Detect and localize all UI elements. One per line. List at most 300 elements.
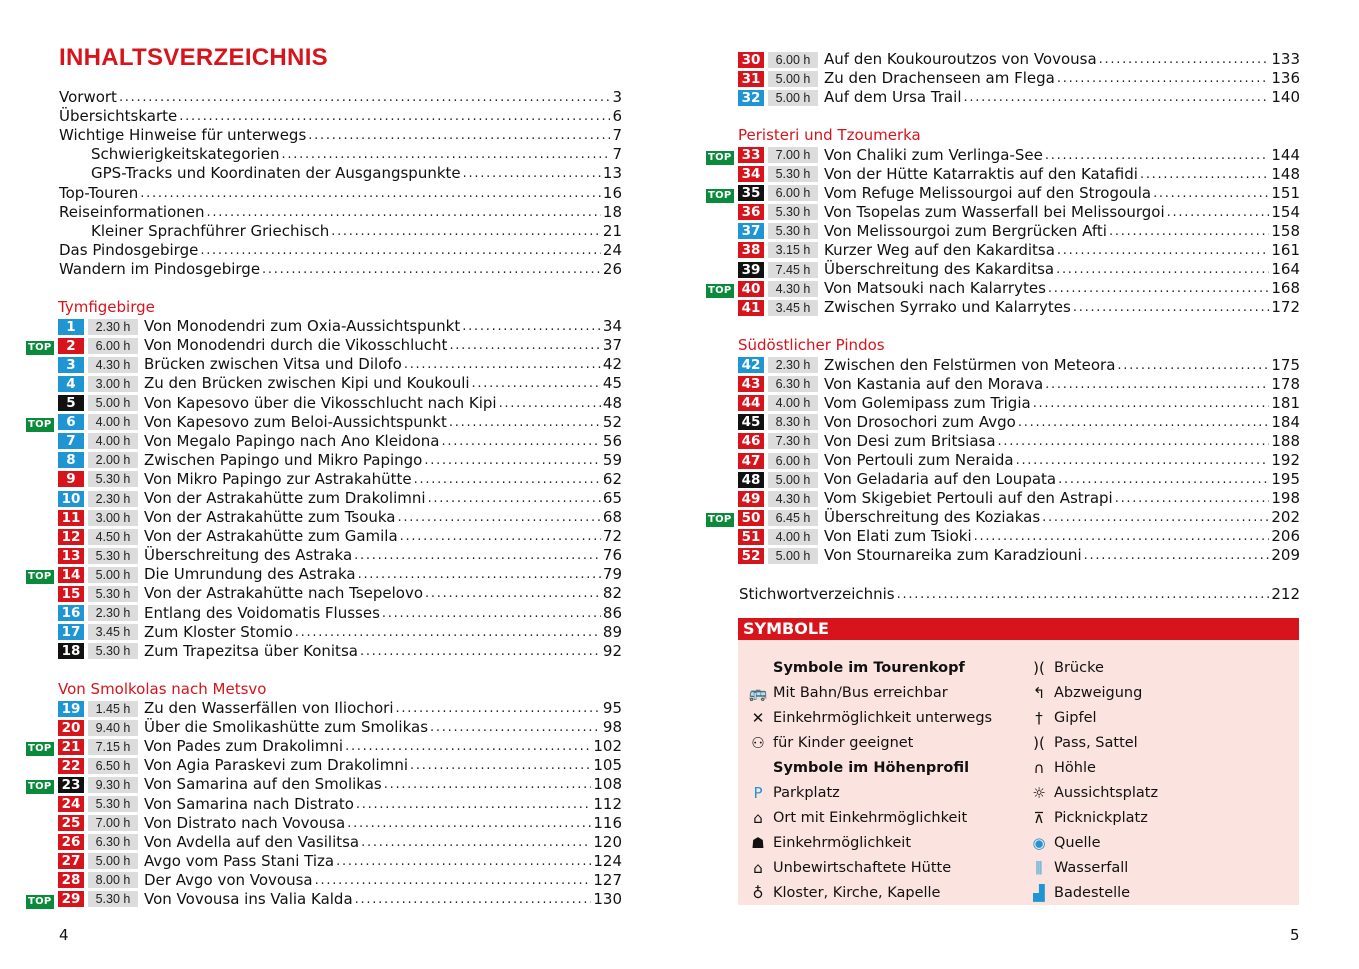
dot-leader [1140, 165, 1269, 184]
entry-title: Von Elati zum Tsioki [824, 527, 972, 546]
tour-duration: 5.30 h [88, 643, 138, 659]
tour-number: 35 [738, 185, 764, 201]
symbol-item [743, 780, 992, 805]
dot-leader [964, 88, 1270, 107]
symbol-label: Aussichtsplatz [1054, 784, 1159, 801]
tour-number: 8 [58, 452, 84, 468]
entry-title: Von Kapesovo zum Beloi-Aussichtspunkt [144, 412, 447, 431]
entry-title: Überschreitung des Kakarditsa [824, 260, 1055, 279]
spacer [26, 279, 622, 298]
tour-entry[interactable] [26, 317, 622, 336]
dot-leader [1045, 146, 1269, 165]
dot-leader [179, 107, 610, 126]
entry-page: 102 [593, 737, 622, 756]
tour-duration: 4.00 h [88, 433, 138, 449]
tour-number: 5 [58, 395, 84, 411]
symbol-label: Kloster, Kirche, Kapelle [773, 884, 941, 901]
tour-entry[interactable] [26, 451, 622, 470]
tour-number: 1 [58, 319, 84, 335]
symbol-label: Höhle [1054, 759, 1096, 776]
unmanaged-hut-icon: ⌂ [753, 858, 763, 877]
toc-entry[interactable] [26, 183, 622, 202]
tour-number: 36 [738, 204, 764, 220]
symbol-label: Pass, Sattel [1054, 734, 1138, 751]
entry-title: Von der Astrakahütte nach Tsepelovo [144, 584, 424, 603]
toc-entry[interactable] [26, 222, 622, 241]
tour-duration: 3.45 h [768, 300, 818, 316]
entry-title: Von der Astrakahütte zum Drakolimni [144, 489, 426, 508]
entry-page: 65 [602, 489, 622, 508]
tour-number: 15 [58, 586, 84, 602]
bus-icon: 🚌 [748, 683, 768, 702]
tour-entry[interactable] [26, 413, 622, 432]
entry-page: 34 [602, 317, 622, 336]
symbol-item [1024, 805, 1158, 830]
top-badge: TOP [28, 342, 52, 354]
dot-leader [382, 604, 601, 623]
entry-page: 133 [1271, 50, 1300, 69]
cutlery-icon: ✕ [751, 708, 765, 727]
tour-entry[interactable] [706, 298, 1300, 317]
entry-title: Von Samarina auf den Smolikas [144, 775, 382, 794]
symbols-legend [738, 618, 1299, 905]
tour-entry[interactable] [26, 565, 622, 584]
entry-page: 158 [1271, 221, 1300, 240]
entry-title: Zum Trapezitsa über Konitsa [144, 641, 358, 660]
dot-leader [1117, 356, 1269, 375]
entry-title: Avgo vom Pass Stani Tiza [144, 851, 335, 870]
tour-number: 32 [738, 90, 764, 106]
tour-entry[interactable] [706, 88, 1300, 107]
dot-leader [1057, 69, 1270, 88]
tour-number: 45 [738, 414, 764, 430]
entry-page: 168 [1271, 279, 1300, 298]
tour-duration: 2.30 h [88, 491, 138, 507]
entry-title: Von Drosochori zum Avgo [824, 412, 1016, 431]
entry-title: Von Kastania auf den Morava [824, 374, 1044, 393]
tour-duration: 5.30 h [88, 891, 138, 907]
tour-duration: 3.00 h [88, 510, 138, 526]
entry-title: Top-Touren [59, 183, 139, 202]
entry-page: 175 [1271, 355, 1300, 374]
symbol-group-heading [743, 655, 992, 680]
toc-entry[interactable] [26, 107, 622, 126]
dot-leader [463, 164, 601, 183]
top-slot [706, 184, 738, 203]
dot-leader [1058, 470, 1269, 489]
bathing-icon: ▟ [1033, 883, 1045, 902]
tour-duration: 4.00 h [768, 395, 818, 411]
tour-entry[interactable] [26, 432, 622, 451]
tour-entry[interactable] [26, 814, 622, 833]
tour-number: 47 [738, 453, 764, 469]
tour-entry[interactable] [26, 642, 622, 661]
entry-title: Von Matsouki nach Kalarrytes [824, 279, 1046, 298]
entry-page: 79 [602, 565, 622, 584]
symbol-item [1024, 755, 1158, 780]
toc-entry[interactable] [26, 203, 622, 222]
symbol-label: Mit Bahn/Bus erreichbar [773, 684, 948, 701]
symbol-label: Gipfel [1054, 709, 1097, 726]
tour-duration: 5.00 h [768, 548, 818, 564]
dot-leader [358, 565, 601, 584]
dot-leader [396, 699, 601, 718]
entry-page: 181 [1271, 393, 1300, 412]
tour-duration: 4.30 h [768, 491, 818, 507]
tour-number: 25 [58, 815, 84, 831]
dot-leader [384, 775, 592, 794]
tour-entry[interactable] [706, 260, 1300, 279]
tour-duration: 5.30 h [768, 204, 818, 220]
tour-number: 34 [738, 166, 764, 182]
section-title: Tymfigebirge [58, 298, 155, 317]
tour-duration: 4.30 h [768, 281, 818, 297]
entry-title: Zum Kloster Stomio [144, 622, 293, 641]
entry-title: Von Stournareika zum Karadziouni [824, 546, 1082, 565]
tour-number: 30 [738, 52, 764, 68]
entry-title: Zu den Wasserfällen von Iliochori [144, 699, 394, 718]
tour-number: 21 [58, 739, 84, 755]
entry-page: 26 [602, 259, 622, 278]
tour-entry[interactable] [706, 508, 1300, 527]
tour-duration: 5.00 h [768, 71, 818, 87]
tour-number: 27 [58, 853, 84, 869]
tour-entry[interactable] [26, 852, 622, 871]
tour-duration: 6.50 h [88, 758, 138, 774]
entry-title: Zu den Drachenseen am Flega [824, 69, 1055, 88]
entry-page: 76 [602, 546, 622, 565]
tour-number: 13 [58, 548, 84, 564]
tour-number: 17 [58, 624, 84, 640]
entry-title: Wandern im Pindosgebirge [59, 259, 261, 278]
entry-page: 92 [602, 641, 622, 660]
entry-page: 212 [1271, 584, 1300, 603]
symbol-item [1024, 855, 1158, 880]
tour-entry[interactable] [706, 279, 1300, 298]
tour-entry[interactable] [26, 871, 622, 890]
entry-page: 144 [1271, 145, 1300, 164]
dot-leader [462, 317, 601, 336]
dot-leader [354, 546, 601, 565]
tour-entry[interactable] [26, 355, 622, 374]
entry-page: 108 [593, 775, 622, 794]
tour-duration: 5.00 h [768, 472, 818, 488]
tour-number: 37 [738, 223, 764, 239]
tour-entry[interactable] [706, 222, 1300, 241]
entry-title: Von Vovousa ins Valia Kalda [144, 889, 353, 908]
spring-icon: ◉ [1032, 833, 1046, 852]
top-slot [26, 775, 58, 794]
tour-entry[interactable] [26, 546, 622, 565]
tour-duration: 2.30 h [88, 605, 138, 621]
symbol-item [743, 855, 992, 880]
dot-leader [315, 871, 592, 890]
section-title: Peristeri und Tzoumerka [738, 126, 921, 145]
entry-page: 120 [593, 832, 622, 851]
tour-duration: 7.30 h [768, 433, 818, 449]
dot-leader [200, 241, 601, 260]
entry-title: Vom Refuge Melissourgoi auf den Strogoula [824, 183, 1152, 202]
dot-leader [295, 623, 601, 642]
tour-entry[interactable] [706, 470, 1300, 489]
dot-leader [355, 890, 592, 909]
tour-entry[interactable] [706, 527, 1300, 546]
top-badge: TOP [708, 189, 732, 201]
entry-title: Zwischen den Felstürmen von Meteora [824, 355, 1116, 374]
entry-title: Zwischen Syrrako und Kalarrytes [824, 298, 1071, 317]
symbol-item [1024, 830, 1158, 855]
entry-title: Von Desi zum Britsiasa [824, 431, 996, 450]
dot-leader [1167, 203, 1270, 222]
tour-duration: 9.40 h [88, 720, 138, 736]
symbol-label: Einkehrmöglichkeit unterwegs [773, 709, 993, 726]
entry-title: Von der Astrakahütte zum Tsouka [144, 508, 396, 527]
section-title: Von Smolkolas nach Metsvo [58, 679, 267, 698]
tour-entry[interactable] [706, 145, 1300, 164]
section-heading [26, 680, 622, 699]
tour-number: 6 [58, 414, 84, 430]
tour-entry[interactable] [26, 527, 622, 546]
entry-page: 178 [1271, 374, 1300, 393]
tour-entry[interactable] [706, 375, 1300, 394]
entry-page: 124 [593, 851, 622, 870]
entry-page: 18 [602, 202, 622, 221]
symbol-item [1024, 880, 1158, 905]
entry-page: 68 [602, 508, 622, 527]
tour-number: 4 [58, 376, 84, 392]
top-badge: TOP [28, 418, 52, 430]
page-title: INHALTSVERZEICHNIS [59, 44, 328, 71]
toc-entry[interactable] [26, 164, 622, 183]
tour-entry[interactable] [706, 184, 1300, 203]
dot-leader [414, 470, 601, 489]
entry-title: Von Chaliki zum Verlinga-See [824, 145, 1043, 164]
entry-title: Von Monodendri durch die Vikosschlucht [144, 336, 448, 355]
entry-page: 154 [1271, 202, 1300, 221]
tour-number: 46 [738, 433, 764, 449]
entry-page: 151 [1271, 183, 1300, 202]
tour-entry[interactable] [706, 203, 1300, 222]
tour-number: 44 [738, 395, 764, 411]
spacer [706, 317, 1300, 336]
entry-title: Von Pertouli zum Neraida [824, 451, 1014, 470]
spacer [706, 107, 1300, 126]
tour-entry[interactable] [706, 413, 1300, 432]
waterfall-icon: ⫼ [1035, 858, 1043, 877]
dot-leader [331, 222, 601, 241]
entry-title: Zwischen Papingo und Mikro Papingo [144, 450, 423, 469]
entry-page: 13 [602, 164, 622, 183]
tour-entry[interactable] [706, 165, 1300, 184]
tour-entry[interactable] [706, 451, 1300, 470]
dot-leader [1153, 184, 1269, 203]
entry-page: 86 [602, 603, 622, 622]
top-slot [706, 279, 738, 298]
entry-title: Überschreitung des Koziakas [824, 508, 1041, 527]
entry-page: 130 [593, 889, 622, 908]
tour-duration: 9.30 h [88, 777, 138, 793]
tour-number: 43 [738, 376, 764, 392]
tour-duration: 2.30 h [88, 319, 138, 335]
entry-page: 37 [602, 336, 622, 355]
section-title: Südöstlicher Pindos [738, 336, 885, 355]
tour-entry[interactable] [26, 508, 622, 527]
junction-icon: ↰ [1032, 683, 1046, 702]
tour-number: 3 [58, 357, 84, 373]
symbol-label: für Kinder geeignet [773, 734, 914, 751]
dot-leader [119, 88, 611, 107]
entry-page: 62 [602, 469, 622, 488]
entry-page: 24 [602, 240, 622, 259]
symbol-item [743, 730, 992, 755]
entry-page: 16 [602, 183, 622, 202]
tour-duration: 5.30 h [88, 471, 138, 487]
tour-number: 26 [58, 834, 84, 850]
tour-duration: 7.15 h [88, 739, 138, 755]
toc-entry[interactable] [26, 260, 622, 279]
entry-page: 112 [593, 794, 622, 813]
tour-entry[interactable] [706, 356, 1300, 375]
symbol-label: Symbole im Tourenkopf [773, 659, 965, 676]
tour-number: 9 [58, 471, 84, 487]
tour-entry[interactable] [26, 718, 622, 737]
entry-page: 72 [602, 527, 622, 546]
tour-duration: 7.00 h [88, 815, 138, 831]
tour-duration: 8.00 h [88, 872, 138, 888]
top-slot [706, 508, 738, 527]
entry-page: 202 [1271, 508, 1300, 527]
entry-title: Auf dem Ursa Trail [824, 88, 962, 107]
tour-number: 41 [738, 300, 764, 316]
tour-entry[interactable] [706, 489, 1300, 508]
tour-number: 42 [738, 357, 764, 373]
tour-entry[interactable] [26, 604, 622, 623]
tour-entry[interactable] [26, 584, 622, 603]
tour-duration: 6.30 h [768, 376, 818, 392]
dot-leader [404, 355, 601, 374]
tour-duration: 5.30 h [768, 223, 818, 239]
dot-leader [262, 260, 601, 279]
tour-entry[interactable] [706, 394, 1300, 413]
tour-entry[interactable] [26, 833, 622, 852]
tour-entry[interactable] [26, 623, 622, 642]
dot-leader [430, 718, 601, 737]
entry-title: Von Samarina nach Distrato [144, 794, 354, 813]
tour-entry[interactable] [26, 470, 622, 489]
dot-leader [998, 432, 1270, 451]
tour-duration: 5.30 h [768, 166, 818, 182]
top-slot [26, 565, 58, 584]
symbol-label: Ort mit Einkehrmöglichkeit [773, 809, 968, 826]
symbol-label: Picknickplatz [1054, 809, 1148, 826]
tour-duration: 7.45 h [768, 262, 818, 278]
entry-page: 98 [602, 718, 622, 737]
entry-page: 148 [1271, 164, 1300, 183]
tour-number: 14 [58, 567, 84, 583]
top-badge: TOP [28, 743, 52, 755]
symbol-label: Wasserfall [1054, 859, 1129, 876]
entry-page: 3 [612, 88, 622, 107]
dot-leader [472, 374, 601, 393]
entry-title: Von Avdella auf den Vasilitsa [144, 832, 360, 851]
symbol-label: Quelle [1054, 834, 1101, 851]
tour-entry[interactable] [26, 737, 622, 756]
tour-number: 29 [58, 891, 84, 907]
toc-entry[interactable] [26, 241, 622, 260]
tour-entry[interactable] [26, 756, 622, 775]
tour-entry[interactable] [26, 699, 622, 718]
tour-entry[interactable] [26, 794, 622, 813]
dot-leader [449, 336, 600, 355]
dot-leader [361, 833, 591, 852]
entry-title: Schwierigkeitskategorien [91, 145, 280, 164]
entry-title: Vom Golemipass zum Trigia [824, 393, 1031, 412]
tour-entry[interactable] [26, 890, 622, 909]
entry-title: Brücken zwischen Vitsa und Dilofo [144, 355, 402, 374]
entry-title: Von der Hütte Katarraktis auf den Katafidi [824, 164, 1138, 183]
tour-entry[interactable] [706, 546, 1300, 565]
tour-entry[interactable] [26, 394, 622, 413]
entry-page: 45 [602, 374, 622, 393]
tour-entry[interactable] [706, 432, 1300, 451]
toc-entry[interactable] [26, 88, 622, 107]
tour-entry[interactable] [26, 336, 622, 355]
entry-page: 21 [602, 221, 622, 240]
toc-entry[interactable] [26, 126, 622, 145]
toc-entry[interactable] [26, 145, 622, 164]
tour-duration: 2.30 h [768, 357, 818, 373]
tour-duration: 1.45 h [88, 701, 138, 717]
dot-leader [1073, 298, 1270, 317]
entry-title: Der Avgo von Vovousa [144, 870, 313, 889]
toc-left [26, 88, 622, 909]
top-badge: TOP [28, 571, 52, 583]
dot-leader [1056, 260, 1269, 279]
tour-entry[interactable] [26, 374, 622, 393]
dot-leader [1099, 50, 1270, 69]
entry-title: Von Pades zum Drakolimni [144, 737, 344, 756]
entry-title: Von Melissourgoi zum Bergrücken Afti [824, 221, 1107, 240]
symbols-left-column [743, 655, 992, 905]
spacer [26, 661, 622, 680]
toc-entry[interactable] [706, 585, 1300, 604]
entry-title: Von Distrato nach Vovousa [144, 813, 346, 832]
tour-number: 31 [738, 71, 764, 87]
top-badge: TOP [708, 285, 732, 297]
dot-leader [499, 394, 601, 413]
tour-entry[interactable] [706, 50, 1300, 69]
tour-entry[interactable] [706, 69, 1300, 88]
entry-page: 42 [602, 355, 622, 374]
symbol-item [743, 705, 992, 730]
dot-leader [207, 203, 601, 222]
tour-entry[interactable] [26, 775, 622, 794]
entry-title: Übersichtskarte [59, 107, 178, 126]
tour-number: 12 [58, 529, 84, 545]
dot-leader [1109, 222, 1269, 241]
entry-title: Auf den Koukouroutzos von Vovousa [824, 50, 1097, 69]
tour-number: 16 [58, 605, 84, 621]
entry-page: 206 [1271, 527, 1300, 546]
entry-page: 116 [593, 813, 622, 832]
entry-page: 89 [602, 622, 622, 641]
tour-entry[interactable] [706, 241, 1300, 260]
tour-entry[interactable] [26, 489, 622, 508]
tour-duration: 2.00 h [88, 452, 138, 468]
toc-right [706, 50, 1300, 604]
tour-number: 52 [738, 548, 764, 564]
entry-page: 48 [602, 393, 622, 412]
